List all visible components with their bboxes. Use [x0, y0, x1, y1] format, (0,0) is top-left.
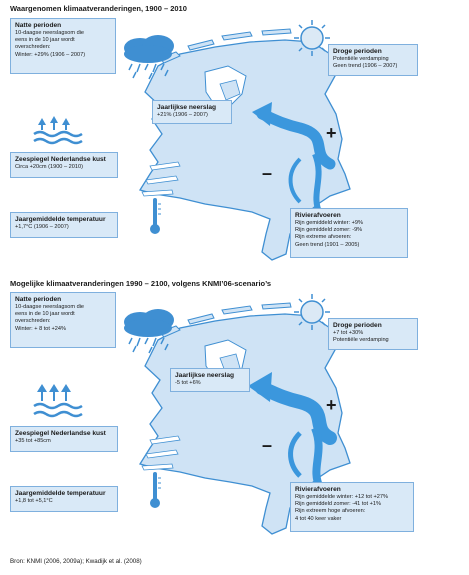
box-zeespiegel: [10, 426, 118, 452]
box-line: -5 tot +6%: [175, 380, 201, 386]
box-line: Winter: +29% (1906 – 2007): [15, 51, 86, 58]
box-droge-perioden: [328, 318, 418, 350]
box-title: Natte perioden: [15, 296, 62, 303]
box-natte-perioden: [10, 292, 116, 348]
thermometer-icon: [148, 470, 162, 510]
sea-waves-icon: [32, 116, 84, 146]
box-rivierafvoeren: [290, 482, 414, 532]
minus-sign: –: [262, 163, 273, 183]
wadden-island-4: [262, 29, 291, 35]
rain-cloud-icon: [118, 308, 182, 354]
box-line: +7 tot +30%: [333, 330, 364, 336]
box-rivierafvoeren: [290, 208, 408, 258]
sun-icon: [292, 18, 332, 58]
box-line: 10-daagse neerslagsom die: [15, 304, 85, 310]
box-line: eens in de 10 jaar wordt: [15, 37, 75, 44]
box-zeespiegel: [10, 152, 118, 178]
box-line: +1,7°C (1906 – 2007): [15, 224, 69, 230]
box-line: Rijn gemiddeld zomer: -9%: [295, 227, 363, 234]
box-line: overschreden:: [15, 44, 51, 51]
box-line: Rijn gemiddeld zomer: -41 tot +1%: [295, 501, 381, 508]
rain-cloud-icon: [118, 34, 182, 80]
box-natte-perioden: [10, 18, 116, 74]
source-note: Bron: KNMI (2006, 2009a); Kwadijk et al. (2008): [10, 558, 142, 565]
box-title: Jaarlijkse neerslag: [175, 372, 235, 379]
river-branch-2: [315, 428, 320, 488]
wadden-island-4: [262, 303, 291, 309]
box-line: Potentiële verdamping: [333, 337, 389, 344]
box-line: 4 tot 40 keer vaker: [295, 515, 342, 522]
plus-sign: +: [326, 395, 337, 415]
box-line: Circa +20cm (1900 – 2010): [15, 164, 83, 170]
minus-sign: –: [262, 435, 273, 455]
wadden-island-3: [222, 306, 252, 314]
box-title: Rivierafvoeren: [295, 486, 341, 493]
box-title: Rivierafvoeren: [295, 212, 341, 219]
box-title: Jaargemiddelde temperatuur: [15, 216, 106, 223]
box-title: Zeespiegel Nederlandse kust: [15, 156, 106, 163]
sea-waves-icon: [32, 384, 84, 420]
box-line: 10-daagse neerslagsom die: [15, 30, 85, 36]
box-line: +21% (1906 – 2007): [157, 112, 208, 118]
box-title: Jaargemiddelde temperatuur: [15, 490, 106, 497]
box-line: +1,8 tot +5,1°C: [15, 498, 53, 504]
thermometer-icon: [148, 196, 162, 236]
section-title-projected: Mogelijke klimaatveranderingen 1990 – 2100, volgens KNMI’06-scenario’s: [10, 279, 272, 288]
box-title: Zeespiegel Nederlandse kust: [15, 430, 106, 437]
box-line: Winter: + 8 tot +24%: [15, 325, 66, 332]
box-line: Geen trend (1901 – 2005): [295, 241, 360, 248]
wadden-island-3: [222, 32, 252, 40]
box-jaarlijkse-neerslag: [152, 100, 232, 124]
panel-projected: [0, 288, 469, 548]
panel-observed: [0, 14, 469, 274]
box-line: Rijn gemiddeld winter: +9%: [295, 220, 363, 226]
box-title: Jaarlijkse neerslag: [157, 104, 217, 111]
box-line: Rijn gemiddelde winter: +12 tot +27%: [295, 494, 388, 500]
box-line: eens in de 10 jaar wordt: [15, 311, 75, 318]
plus-sign: +: [326, 123, 337, 143]
sun-icon: [292, 292, 332, 332]
box-line: Rijn extreem hoge afvoeren:: [295, 508, 366, 515]
box-line: Geen trend (1906 – 2007): [333, 63, 398, 70]
section-title-observed: Waargenomen klimaatveranderingen, 1900 – 2010: [10, 4, 187, 13]
box-jaarlijkse-neerslag: [170, 368, 250, 392]
box-line: +35 tot +85cm: [15, 438, 51, 444]
box-title: Droge perioden: [333, 48, 382, 55]
box-droge-perioden: [328, 44, 418, 76]
box-title: Natte perioden: [15, 22, 62, 29]
box-title: Droge perioden: [333, 322, 382, 329]
box-line: Rijn extreme afvoeren:: [295, 234, 352, 241]
box-temperatuur: [10, 486, 118, 512]
box-line: Potentiële verdamping: [333, 56, 389, 62]
box-temperatuur: [10, 212, 118, 238]
box-line: overschreden:: [15, 318, 51, 325]
river-branch-2: [315, 154, 320, 214]
